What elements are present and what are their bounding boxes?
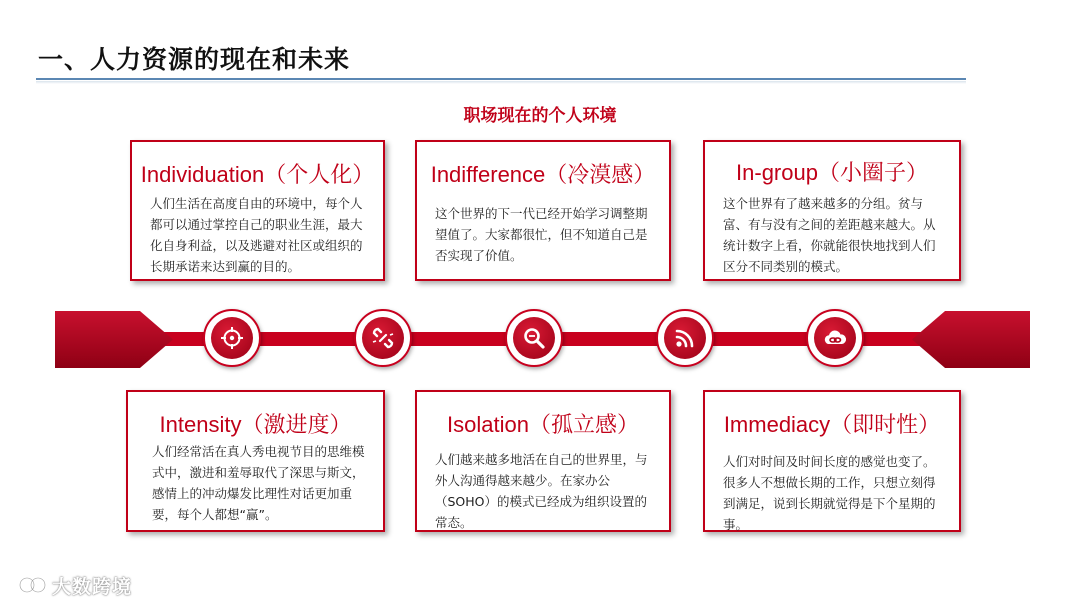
broken-link-icon	[371, 326, 395, 350]
timeline-node-search	[505, 309, 563, 367]
page-title: 一、人力资源的现在和未来	[38, 45, 351, 74]
card-isolation	[415, 390, 671, 532]
title-divider-shadow	[36, 81, 966, 84]
timeline-arrow-left	[55, 311, 173, 368]
search-icon	[522, 326, 546, 350]
card-heading: Immediacy（即时性）	[723, 412, 941, 437]
watermark-logo-icon	[18, 575, 48, 600]
section-subtitle: 职场现在的个人环境	[463, 106, 617, 126]
card-body: 人们越来越多地活在自己的世界里，与外人沟通得越来越少。在家办公（SOHO）的模式已经成为组织设置的常态。	[435, 452, 648, 530]
card-immediacy	[703, 390, 961, 532]
card-body: 人们经常活在真人秀电视节目的思维模式中，激进和羞辱取代了深思与斯文，感情上的冲动爆发比理性对话更加重要，每个人都想“赢”。	[152, 444, 365, 522]
timeline-node-cloud	[806, 309, 864, 367]
title-divider	[36, 78, 966, 80]
card-heading: In-group（小圈子）	[736, 160, 928, 185]
card-body: 人们生活在高度自由的环境中，每个人都可以通过掌控自己的职业生涯，最大化自身利益，以及逃避对社区或组织的长期承诺来达到赢的目的。	[150, 196, 363, 274]
card-individuation	[130, 140, 385, 281]
cloud-link-icon	[823, 326, 847, 350]
card-body: 人们对时间及时间长度的感觉也变了。很多人不想做长期的工作，只想立刻得到满足，说到长期就觉得是下个星期的事。	[723, 454, 936, 532]
timeline-node-target	[203, 309, 261, 367]
timeline-node-rss	[656, 309, 714, 367]
card-body: 这个世界的下一代已经开始学习调整期望值了。大家都很忙，但不知道自己是否实现了价值。	[435, 206, 648, 263]
card-heading: Individuation（个人化）	[140, 162, 375, 187]
timeline-node-broken-link	[354, 309, 412, 367]
target-icon	[220, 326, 244, 350]
card-in-group	[703, 140, 961, 281]
card-body: 这个世界有了越来越多的分组。贫与富、有与没有之间的差距越来越大。从统计数字上看，你就能很快地找到人们区分不同类别的模式。	[723, 196, 936, 274]
card-indifference	[415, 140, 671, 281]
card-heading: Indifference（冷漠感）	[430, 162, 656, 187]
card-heading: Isolation（孤立感）	[447, 412, 639, 437]
watermark-text: 大数跨境	[52, 576, 133, 598]
card-heading: Intensity（激进度）	[159, 412, 352, 437]
watermark	[18, 572, 132, 600]
rss-icon	[673, 326, 697, 350]
card-intensity	[126, 390, 385, 532]
timeline-arrow-right	[912, 311, 1030, 368]
